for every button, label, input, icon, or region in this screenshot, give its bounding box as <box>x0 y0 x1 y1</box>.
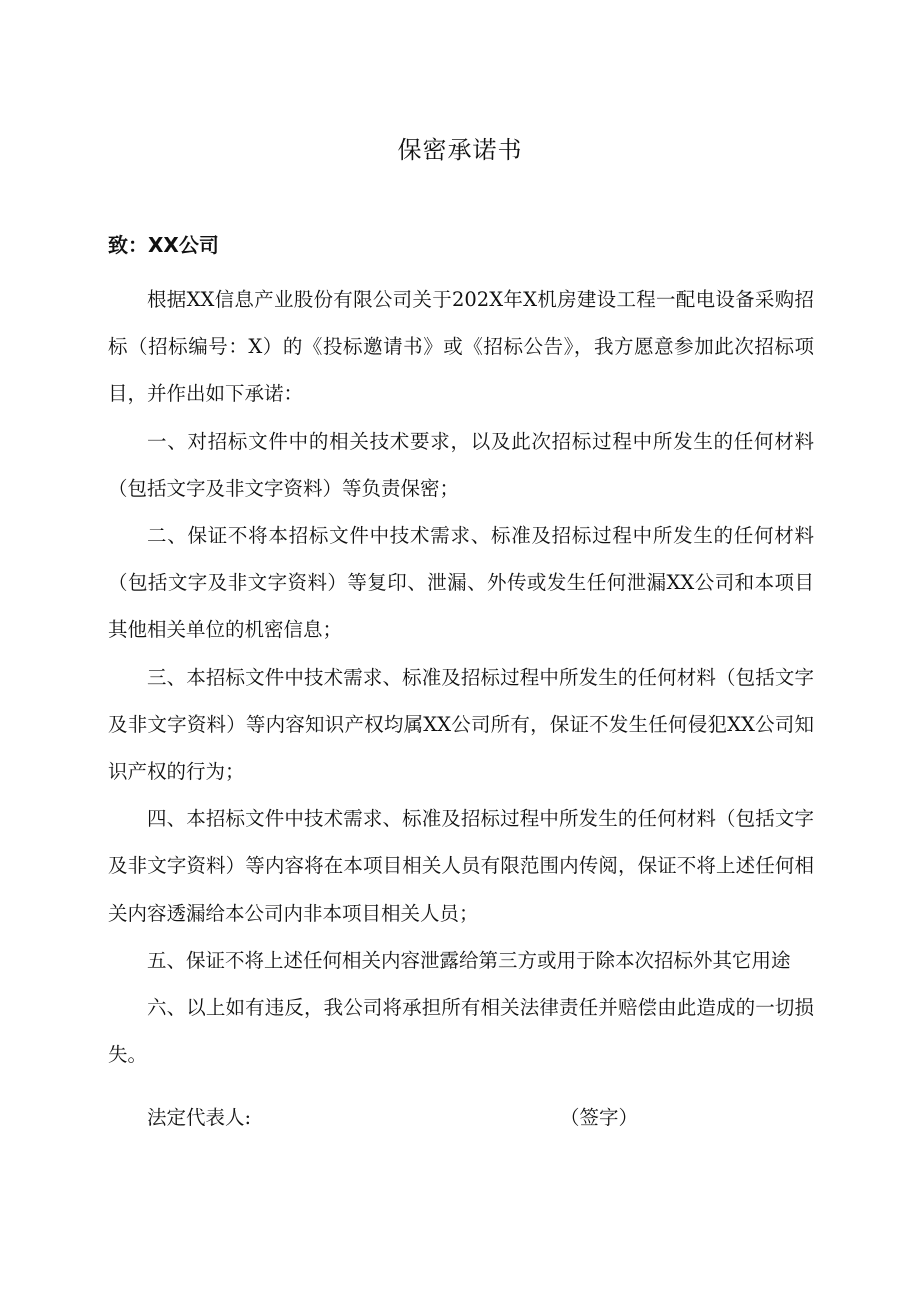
paragraph-commitment-3: 三、本招标文件中技术需求、标准及招标过程中所发生的任何材料（包括文字及非文字资料）等内容知识产权均属XX公司所有，保证不发生任何侵犯XX公司知识产权的行为； <box>108 665 814 784</box>
paragraph-intro: 根据XX信息产业股份有限公司关于202X年X机房建设工程一配电设备采购招标（招标编号：X）的《投标邀请书》或《招标公告》，我方愿意参加此次招标项目，并作出如下承诺： <box>108 288 814 406</box>
legal-representative-label: 法定代表人: <box>147 1106 252 1129</box>
document-body <box>108 276 814 1078</box>
paragraph-commitment-2: 二、保证不将本招标文件中技术需求、标准及招标过程中所发生的任何材料（包括文字及非文字资料）等复印、泄漏、外传或发生任何泄漏XX公司和本项目其他相关单位的机密信息； <box>108 524 814 642</box>
paragraph-commitment-5: 五、保证不将上述任何相关内容泄露给第三方或用于除本次招标外其它用途 <box>147 948 791 972</box>
signature-row <box>108 1098 814 1138</box>
paragraph-commitment-4: 四、本招标文件中技术需求、标准及招标过程中所发生的任何材料（包括文字及非文字资料）等内容将在本项目相关人员有限范围内传阅，保证不将上述任何相关内容透漏给本公司内非本项目相关人员； <box>108 807 814 925</box>
signature-note: （签字） <box>560 1106 639 1129</box>
salutation: 致：XX公司 <box>108 233 219 257</box>
paragraph-commitment-1: 一、对招标文件中的相关技术要求，以及此次招标过程中所发生的任何材料（包括文字及非文字资料）等负责保密； <box>108 429 814 500</box>
document-title: 保密承诺书 <box>397 136 523 164</box>
paragraph-commitment-6: 六、以上如有违反，我公司将承担所有相关法律责任并赔偿由此造成的一切损失。 <box>108 996 814 1067</box>
